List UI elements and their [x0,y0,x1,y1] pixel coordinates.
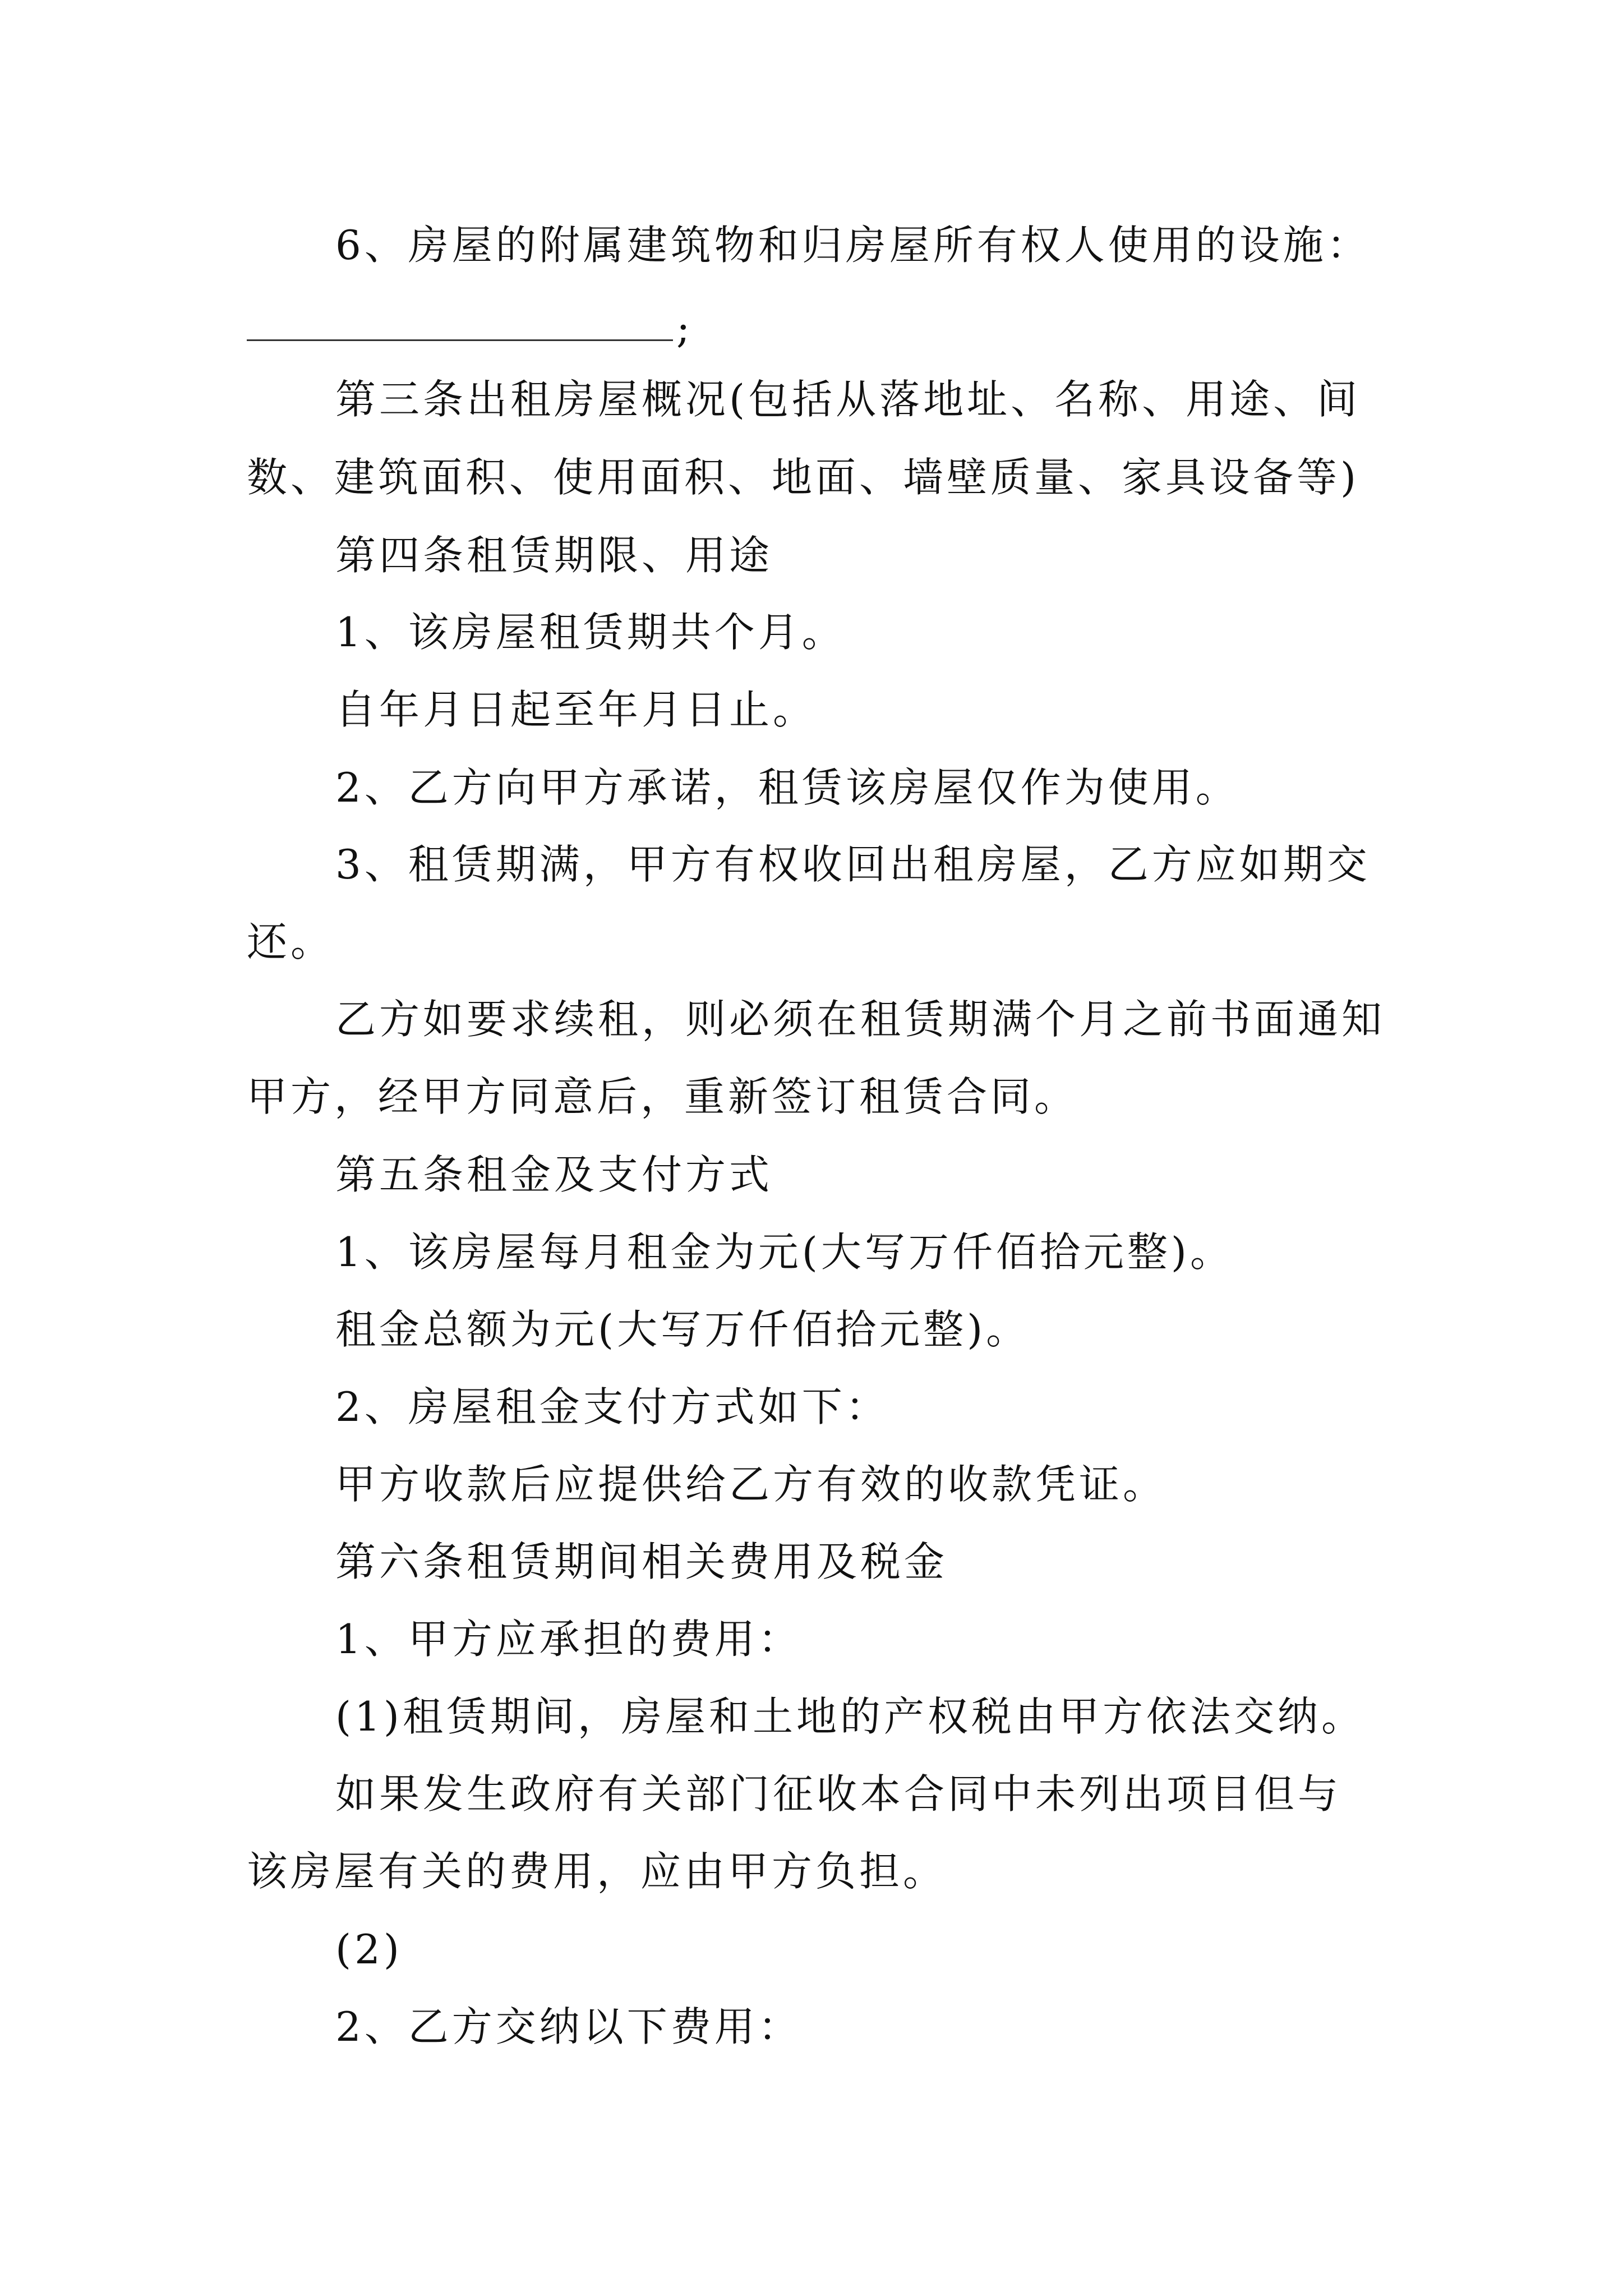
text-line: 1、甲方应承担的费用： [335,1616,802,1663]
text-line: 该房屋有关的费用，应由甲方负担。 [247,1848,947,1895]
section-heading: 第四条租赁期限、用途 [335,532,773,579]
fill-in-blank [247,303,690,353]
text-line: 如果发生政府有关部门征收本合同中未列出项目但与 [335,1770,1342,1818]
text-line: 甲方收款后应提供给乙方有效的收款凭证。 [335,1461,1167,1508]
text-line: 数、建筑面积、使用面积、地面、墙壁质量、家具设备等) [247,454,1360,501]
text-line: 1、该房屋每月租金为元(大写万仟佰拾元整)。 [335,1228,1234,1276]
text-line: 3、租赁期满，甲方有权收回出租房屋，乙方应如期交 [335,841,1371,888]
text-line: (1)租赁期间，房屋和土地的产权税由甲方依法交纳。 [335,1693,1365,1740]
text-line: 还。 [247,918,335,965]
text-line: 2、乙方向甲方承诺，租赁该房屋仅作为使用。 [335,764,1239,811]
text-line: 1、该房屋租赁期共个月。 [335,609,846,656]
section-heading: 第六条租赁期间相关费用及税金 [335,1538,948,1585]
section-heading: 第五条租金及支付方式 [335,1151,773,1198]
blank-suffix: ; [676,305,690,352]
text-line: (2) [335,1926,403,1973]
text-line: 2、乙方交纳以下费用： [335,2003,802,2050]
text-line: 租金总额为元(大写万仟佰拾元整)。 [335,1306,1030,1353]
text-line: 2、房屋租金支付方式如下： [335,1383,889,1430]
text-line: 第三条出租房屋概况(包括从落地址、名称、用途、间 [335,376,1361,423]
blank-underline [247,339,673,341]
text-line: 自年月日起至年月日止。 [335,686,817,733]
text-line: 乙方如要求续租，则必须在租赁期满个月之前书面通知 [335,996,1386,1043]
text-line: 甲方，经甲方同意后，重新签订租赁合同。 [247,1073,1078,1120]
text-line: 6、房屋的附属建筑物和归房屋所有权人使用的设施： [335,222,1371,269]
